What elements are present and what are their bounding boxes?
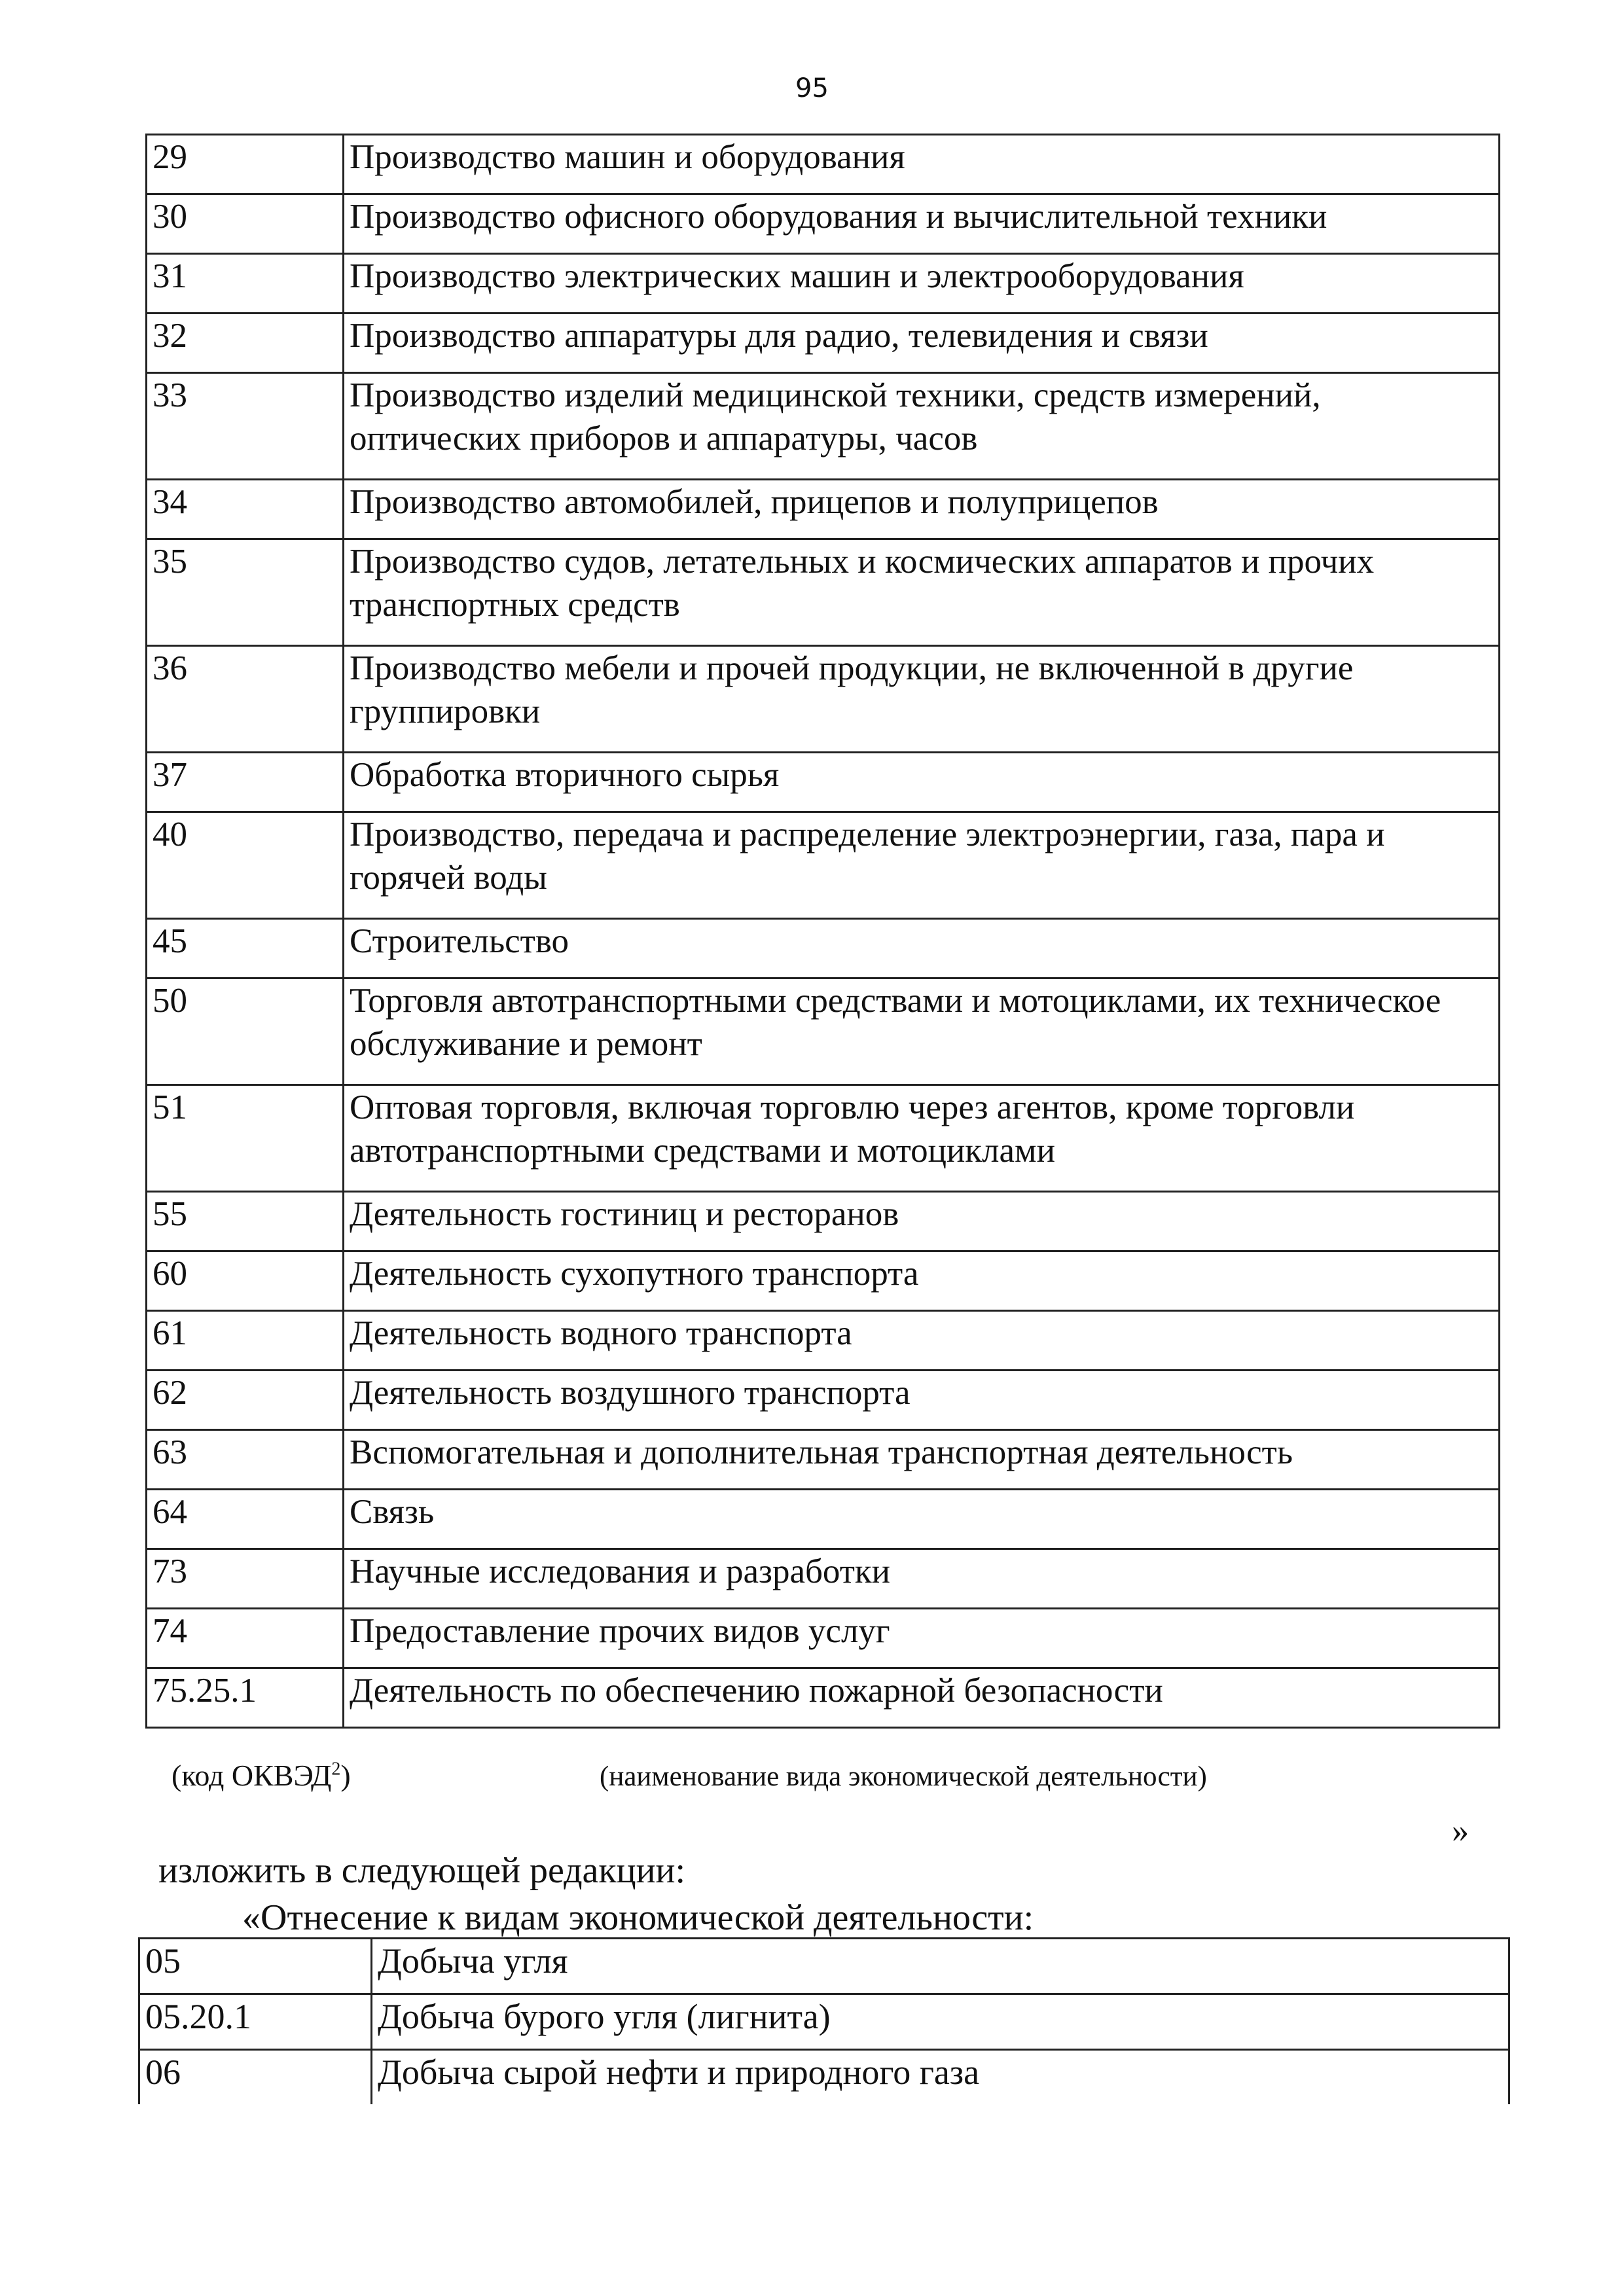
name-cell: Производство мебели и прочей продукции, не включенной в другие группировки	[344, 646, 1500, 753]
code-cell: 29	[147, 135, 344, 194]
table-row	[147, 1371, 1500, 1430]
code-cell: 06	[139, 2050, 372, 2105]
name-caption: (наименование вида экономической деятельности)	[600, 1761, 1207, 1792]
name-cell: Производство электрических машин и электрооборудования	[344, 254, 1500, 314]
name-cell: Деятельность воздушного транспорта	[344, 1371, 1500, 1430]
name-cell: Производство автомобилей, прицепов и полуприцепов	[344, 480, 1500, 539]
code-cell: 64	[147, 1490, 344, 1549]
name-cell: Добыча бурого угля (лигнита)	[372, 1994, 1509, 2050]
name-cell: Предоставление прочих видов услуг	[344, 1609, 1500, 1668]
table-row	[147, 1251, 1500, 1311]
code-cell: 75.25.1	[147, 1668, 344, 1728]
name-cell: Производство аппаратуры для радио, телевидения и связи	[344, 314, 1500, 373]
name-cell: Производство изделий медицинской техники, средств измерений, оптических приборов и аппаратуры, часов	[344, 373, 1500, 480]
table-row	[147, 135, 1500, 194]
code-caption	[171, 1758, 351, 1793]
name-cell: Научные исследования и разработки	[344, 1549, 1500, 1609]
table-row	[147, 646, 1500, 753]
table-row	[147, 480, 1500, 539]
table-row	[147, 919, 1500, 978]
code-cell: 74	[147, 1609, 344, 1668]
code-cell: 55	[147, 1192, 344, 1251]
name-cell: Обработка вторичного сырья	[344, 753, 1500, 812]
name-cell: Связь	[344, 1490, 1500, 1549]
code-cell: 60	[147, 1251, 344, 1311]
lead-text: изложить в следующей редакции:	[158, 1850, 686, 1891]
name-cell: Производство машин и оборудования	[344, 135, 1500, 194]
name-cell: Деятельность водного транспорта	[344, 1311, 1500, 1371]
table-row	[147, 1490, 1500, 1549]
name-cell: Добыча угля	[372, 1939, 1509, 1994]
table-row	[147, 194, 1500, 254]
code-cell: 40	[147, 812, 344, 919]
name-cell: Деятельность сухопутного транспорта	[344, 1251, 1500, 1311]
table-row	[147, 539, 1500, 646]
code-caption-text: (код ОКВЭД	[171, 1759, 332, 1792]
name-cell: Строительство	[344, 919, 1500, 978]
name-cell: Оптовая торговля, включая торговлю через агентов, кроме торговли автотранспортными средствами и мотоциклами	[344, 1085, 1500, 1192]
code-cell: 33	[147, 373, 344, 480]
table-row	[147, 373, 1500, 480]
code-caption-close: )	[340, 1759, 351, 1792]
table-row	[147, 314, 1500, 373]
code-cell: 63	[147, 1430, 344, 1490]
code-cell: 50	[147, 978, 344, 1085]
code-cell: 34	[147, 480, 344, 539]
table-row	[147, 1609, 1500, 1668]
closing-quote: »	[1452, 1812, 1469, 1850]
okved-table-old	[145, 134, 1500, 1729]
code-cell: 31	[147, 254, 344, 314]
table-row	[139, 2050, 1509, 2105]
okved-table-new	[138, 1937, 1510, 2104]
page-number: 95	[795, 73, 829, 103]
table-row	[147, 978, 1500, 1085]
table-row	[139, 1994, 1509, 2050]
code-cell: 73	[147, 1549, 344, 1609]
code-cell: 51	[147, 1085, 344, 1192]
table-row	[147, 1192, 1500, 1251]
code-cell: 05	[139, 1939, 372, 1994]
code-cell: 35	[147, 539, 344, 646]
code-cell: 37	[147, 753, 344, 812]
code-cell: 36	[147, 646, 344, 753]
table-row	[147, 812, 1500, 919]
code-cell: 32	[147, 314, 344, 373]
table-row	[147, 1549, 1500, 1609]
name-cell: Производство судов, летательных и космических аппаратов и прочих транспортных средств	[344, 539, 1500, 646]
table-row	[147, 1430, 1500, 1490]
name-cell: Деятельность по обеспечению пожарной безопасности	[344, 1668, 1500, 1728]
table-row	[147, 254, 1500, 314]
footnote-marker: 2	[331, 1759, 341, 1780]
code-cell: 45	[147, 919, 344, 978]
code-cell: 30	[147, 194, 344, 254]
name-cell: Вспомогательная и дополнительная транспортная деятельность	[344, 1430, 1500, 1490]
name-cell: Добыча сырой нефти и природного газа	[372, 2050, 1509, 2105]
name-cell: Производство, передача и распределение электроэнергии, газа, пара и горячей воды	[344, 812, 1500, 919]
subheading: «Отнесение к видам экономической деятельности:	[242, 1897, 1034, 1938]
code-cell: 62	[147, 1371, 344, 1430]
name-cell: Деятельность гостиниц и ресторанов	[344, 1192, 1500, 1251]
table-row	[147, 1085, 1500, 1192]
code-cell: 61	[147, 1311, 344, 1371]
table-row	[147, 1668, 1500, 1728]
code-cell: 05.20.1	[139, 1994, 372, 2050]
table-row	[139, 1939, 1509, 1994]
name-cell: Производство офисного оборудования и вычислительной техники	[344, 194, 1500, 254]
table-row	[147, 753, 1500, 812]
table-row	[147, 1311, 1500, 1371]
name-cell: Торговля автотранспортными средствами и мотоциклами, их техническое обслуживание и ремонт	[344, 978, 1500, 1085]
